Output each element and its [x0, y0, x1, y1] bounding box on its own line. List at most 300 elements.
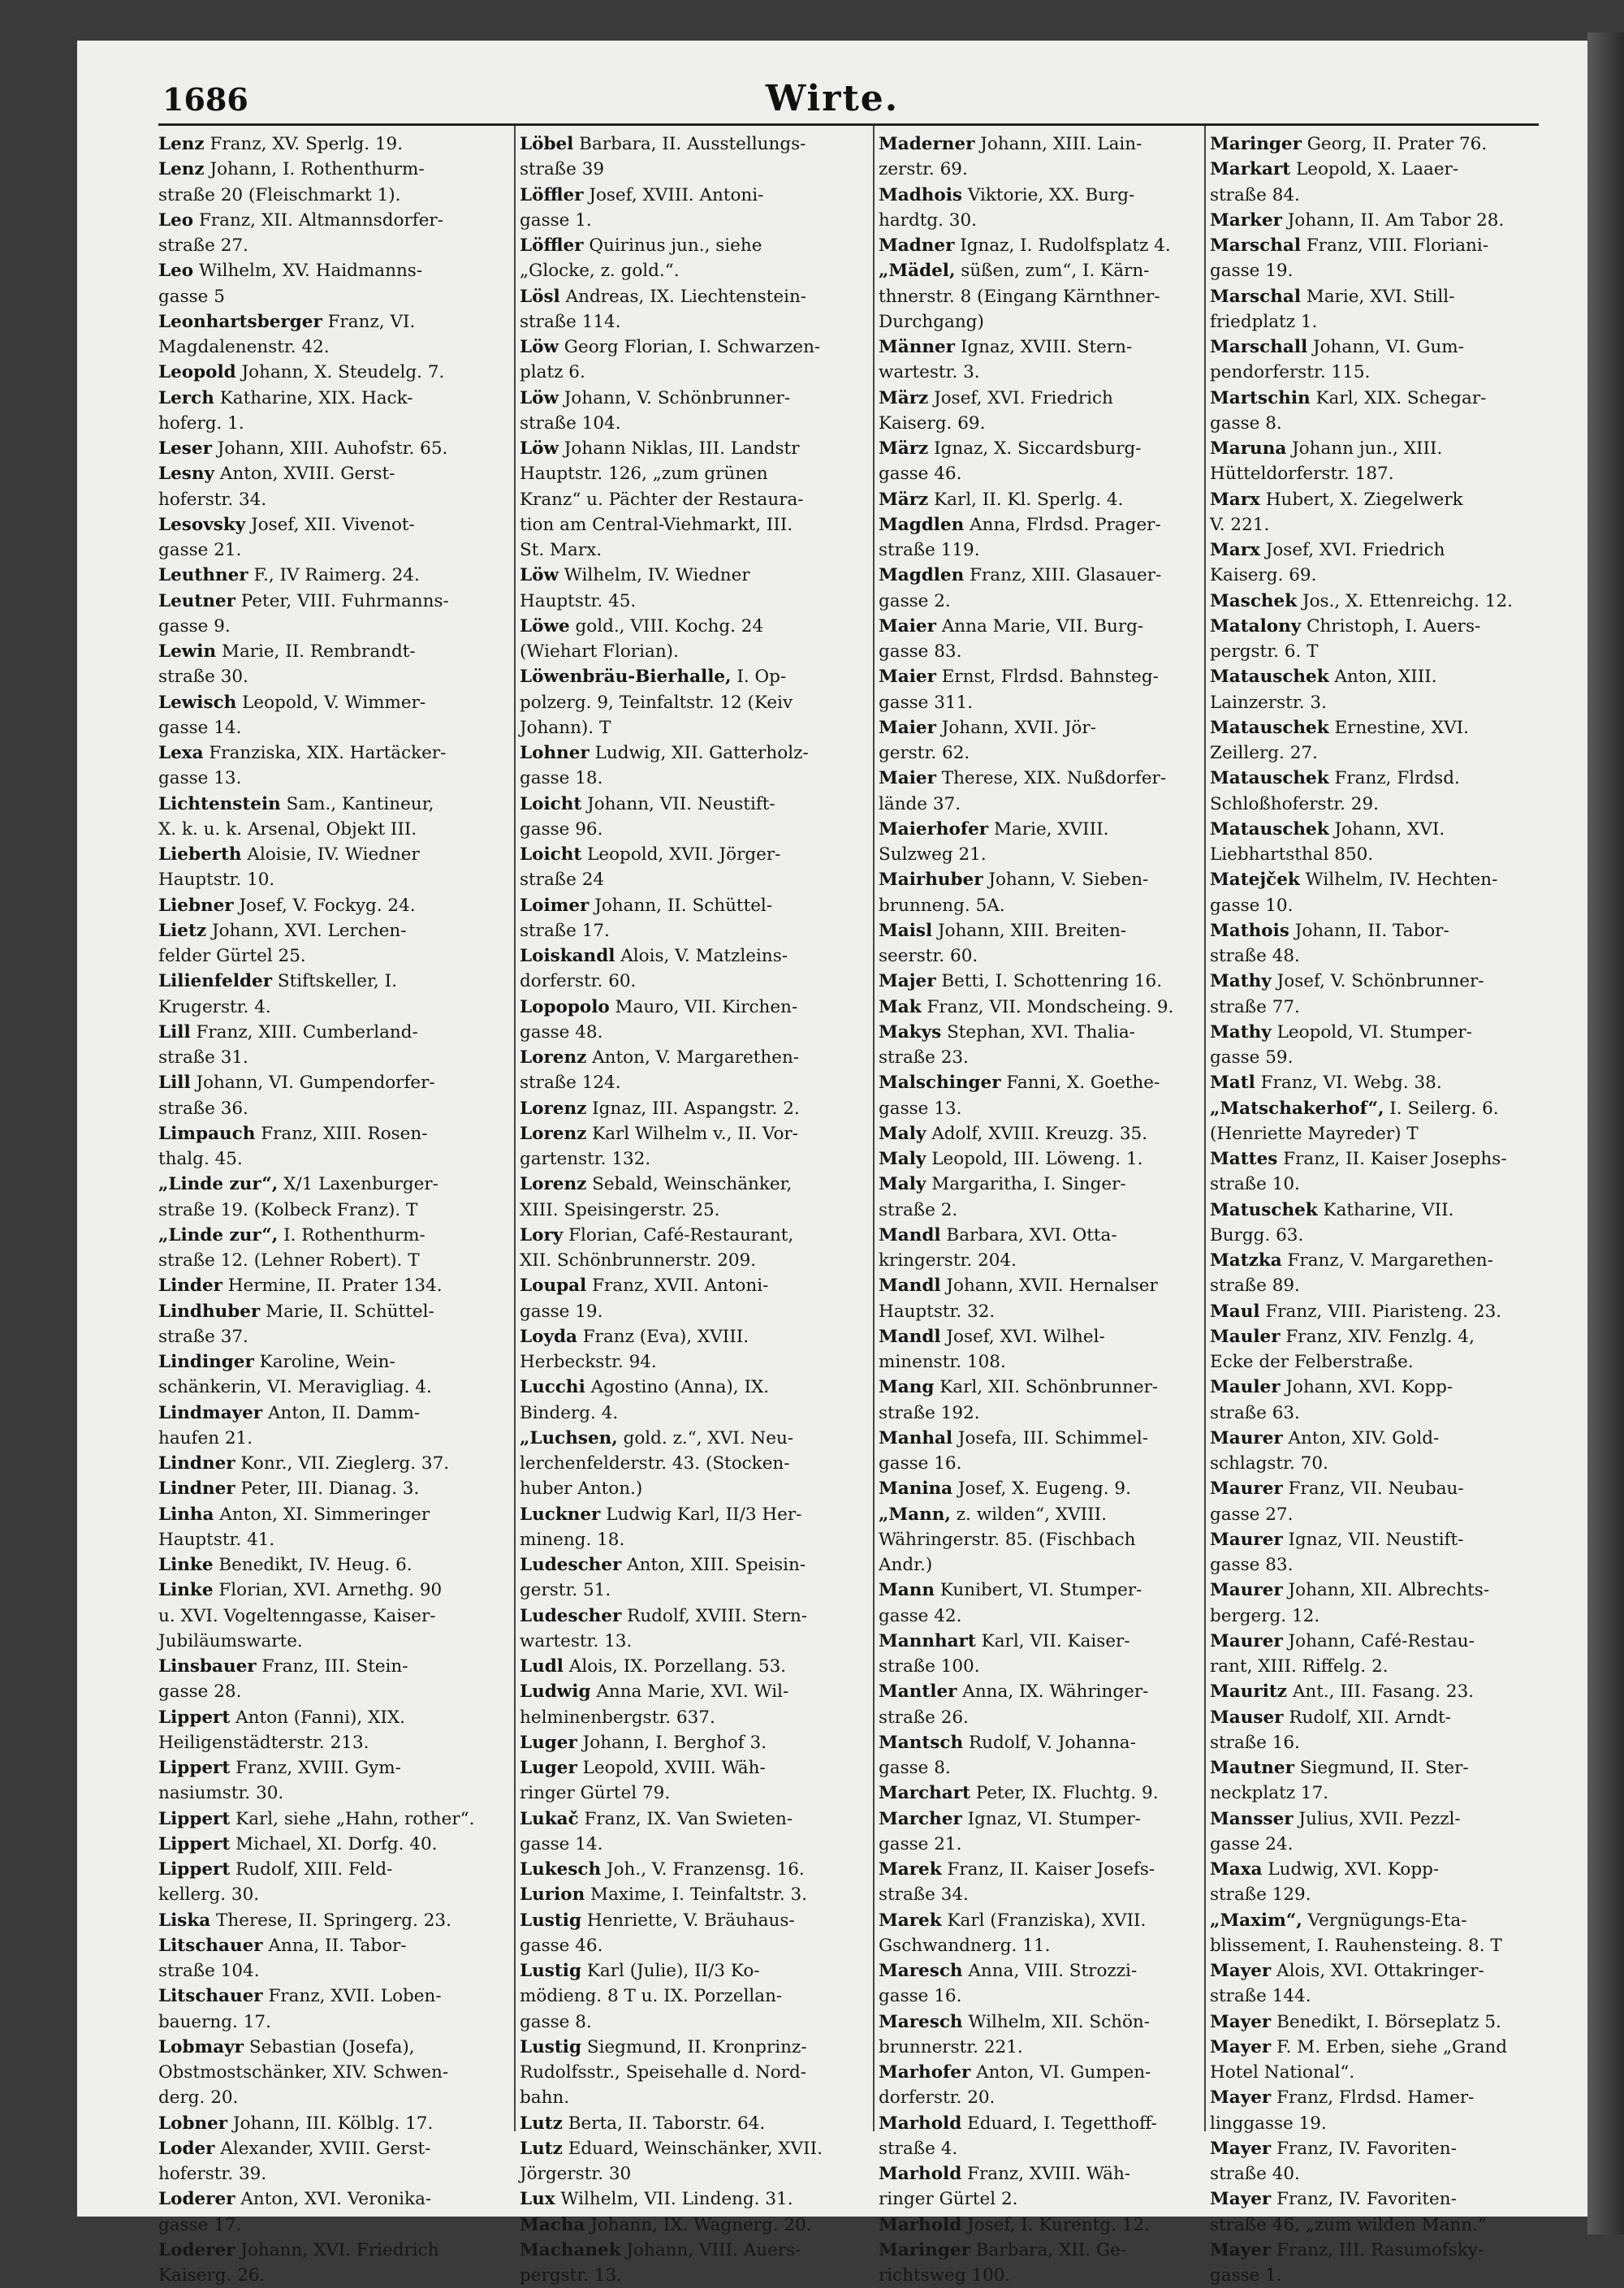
entry-details: Franz (Eva), XVIII.	[577, 1326, 749, 1347]
directory-entry	[520, 1096, 867, 1121]
entry-name: Löw	[520, 565, 559, 586]
entry-continuation: Hauptstr. 32.	[879, 1301, 996, 1322]
directory-column-2	[520, 132, 867, 2288]
entry-details: Josef, V. Fockyg. 24.	[233, 895, 416, 916]
entry-name: Lindhuber	[158, 1301, 261, 1322]
entry-name: Maruna	[1210, 438, 1287, 459]
directory-entry	[1210, 664, 1535, 715]
directory-entry	[520, 1882, 867, 1907]
directory-entry	[879, 258, 1199, 335]
directory-entry	[879, 183, 1199, 234]
column-divider	[514, 126, 516, 2131]
entry-continuation: Hauptstr. 41.	[158, 1529, 275, 1550]
entry-details: Johann, XVII. Hernalser	[940, 1276, 1158, 1297]
entry-name: Lopopolo	[520, 996, 610, 1017]
entry-continuation: ringer Gürtel 2.	[879, 2189, 1018, 2210]
entry-continuation: Hotel National“.	[1210, 2062, 1355, 2083]
entry-continuation: gasse 13.	[879, 1098, 962, 1119]
directory-entry	[1210, 1807, 1535, 1858]
entry-continuation: Johann). T	[520, 717, 611, 738]
entry-details: Karl, II. Kl. Sperlg. 4.	[928, 489, 1124, 510]
entry-name: März	[879, 489, 929, 510]
entry-name: Lesovsky	[158, 514, 246, 535]
entry-name: Löffler	[520, 235, 584, 256]
entry-name: Makys	[879, 1021, 942, 1043]
entry-name: Maxa	[1210, 1859, 1263, 1880]
entry-continuation: Hauptstr. 126, „zum grünen	[520, 464, 768, 485]
directory-entry	[158, 1807, 508, 1832]
directory-entry	[520, 1426, 867, 1502]
entry-name: „Matschakerhof“,	[1210, 1098, 1384, 1119]
directory-entry	[879, 614, 1199, 665]
entry-details: Johann, XIII. Auhofstr. 65.	[211, 438, 448, 459]
entry-continuation: gasse 46.	[520, 1935, 603, 1956]
entry-continuation: lände 37.	[879, 793, 961, 814]
entry-name: Linder	[158, 1276, 222, 1297]
entry-name: Marhold	[879, 2214, 962, 2235]
entry-continuation: gasse 21.	[879, 1833, 962, 1854]
entry-continuation: hardtg. 30.	[879, 209, 977, 231]
entry-continuation: gasse 19.	[1210, 261, 1294, 282]
entry-continuation: polzerg. 9, Teinfaltstr. 12 (Keiv	[520, 692, 793, 713]
entry-continuation: gasse 96.	[520, 818, 603, 840]
entry-name: Maul	[1210, 1301, 1260, 1322]
directory-entry	[1210, 918, 1535, 969]
directory-entry	[158, 1401, 508, 1452]
entry-continuation: XII. Schönbrunnerstr. 209.	[520, 1250, 757, 1271]
entry-name: Leonhartsberger	[158, 311, 322, 332]
entry-details: Anton, V. Margarethen-	[586, 1047, 800, 1068]
entry-name: Löw	[520, 337, 559, 357]
entry-details: Johann, V. Sieben-	[983, 870, 1149, 891]
directory-page	[77, 41, 1587, 2286]
entry-details: Johann, VIII. Auers-	[620, 2239, 801, 2260]
directory-entry	[158, 1451, 508, 1476]
directory-entry	[1210, 157, 1535, 208]
directory-entry	[879, 918, 1199, 969]
entry-details: Franz, XIII. Cumberland-	[190, 1021, 418, 1043]
entry-continuation: Kranz“ u. Pächter der Restaura-	[520, 489, 804, 510]
entry-continuation: nasiumstr. 30.	[158, 1783, 284, 1804]
entry-details: Quirinus jun., siehe	[583, 235, 762, 256]
directory-entry	[1210, 1248, 1535, 1299]
directory-entry	[879, 995, 1199, 1020]
entry-continuation: gasse 1.	[520, 209, 592, 231]
entry-continuation: felder Gürtel 25.	[158, 946, 306, 966]
directory-entry	[1210, 2238, 1535, 2288]
entry-name: Lorenz	[520, 1123, 587, 1144]
directory-entry	[158, 639, 508, 690]
entry-name: Löbel	[520, 134, 574, 154]
entry-continuation: Andr.)	[879, 1555, 933, 1575]
entry-name: Madhois	[879, 184, 963, 205]
directory-entry	[1210, 1476, 1535, 1527]
entry-name: Lory	[520, 1224, 564, 1245]
directory-entry	[1210, 1857, 1535, 1908]
entry-details: Adolf, XVIII. Kreuzg. 35.	[926, 1123, 1148, 1144]
entry-details: Georg Florian, I. Schwarzen-	[558, 337, 821, 357]
directory-entry	[520, 1502, 867, 1553]
directory-entry	[879, 436, 1199, 487]
entry-details: gold. z.“, XVI. Neu-	[617, 1427, 794, 1448]
entry-name: Mandl	[879, 1326, 941, 1347]
directory-entry	[158, 1121, 508, 1172]
entry-details: Franz, XV. Sperlg. 19.	[204, 134, 404, 154]
directory-entry	[879, 1172, 1199, 1223]
entry-details: Ernestine, XVI.	[1328, 717, 1469, 738]
entry-details: Karl Wilhelm v., II. Vor-	[586, 1123, 798, 1144]
entry-details: Anna, VIII. Strozzi-	[962, 1961, 1138, 1981]
entry-continuation: straße 119.	[879, 540, 980, 560]
directory-entry	[1210, 335, 1535, 386]
entry-name: Luger	[520, 1758, 577, 1778]
directory-entry	[1210, 2035, 1535, 2086]
entry-details: Alexander, XVIII. Gerst-	[214, 2138, 431, 2159]
entry-details: Johann, XVI.	[1328, 818, 1445, 840]
entry-continuation: gasse 13.	[158, 768, 242, 789]
entry-details: Aloisie, IV. Wiedner	[241, 844, 420, 865]
entry-continuation: gasse 1.	[1210, 2265, 1282, 2286]
entry-name: Luckner	[520, 1504, 601, 1525]
entry-details: Marie, II. Rembrandt-	[216, 641, 416, 662]
entry-details: Josef, XVI. Friedrich	[1259, 540, 1445, 560]
entry-continuation: straße 63.	[1210, 1402, 1300, 1423]
directory-entry	[158, 2238, 508, 2288]
entry-continuation: straße 27.	[158, 235, 248, 256]
entry-name: Maisl	[879, 920, 933, 941]
entry-continuation: gasse 28.	[158, 1681, 242, 1703]
entry-name: Linha	[158, 1504, 214, 1525]
entry-name: Mautner	[1210, 1758, 1294, 1778]
entry-details: Leopold, XVIII. Wäh-	[577, 1758, 766, 1778]
entry-details: Vergnügungs-Eta-	[1302, 1910, 1467, 1931]
entry-name: Liebner	[158, 895, 234, 916]
directory-entry	[520, 842, 867, 893]
entry-continuation: Kaiserg. 69.	[1210, 565, 1317, 586]
directory-entry	[879, 1223, 1199, 1274]
directory-entry	[520, 792, 867, 843]
directory-entry	[158, 2035, 508, 2111]
entry-continuation: gasse 10.	[1210, 895, 1294, 916]
entry-continuation: gasse 17.	[158, 2214, 242, 2235]
entry-details: Eduard, I. Tegetthoff-	[961, 2113, 1157, 2134]
entry-name: Marhold	[879, 2164, 962, 2184]
entry-continuation: bahn.	[520, 2087, 570, 2109]
directory-column-1	[158, 132, 508, 2288]
directory-entry	[879, 1679, 1199, 1730]
entry-details: Margaritha, I. Singer-	[926, 1174, 1126, 1195]
entry-details: Georg, II. Prater 76.	[1301, 134, 1488, 154]
directory-entry	[1210, 817, 1535, 868]
entry-continuation: lerchenfelderstr. 43. (Stocken-	[520, 1453, 790, 1474]
directory-entry	[879, 1070, 1199, 1121]
entry-name: Maly	[879, 1174, 926, 1195]
directory-entry	[520, 1679, 867, 1730]
directory-entry	[879, 1807, 1199, 1858]
entry-details: Therese, II. Springerg. 23.	[210, 1910, 451, 1931]
entry-continuation: bauerng. 17.	[158, 2011, 271, 2032]
entry-details: Franz, XVIII. Gym-	[230, 1758, 401, 1778]
entry-details: Franz, XIII. Glasauer-	[964, 565, 1162, 586]
directory-entry	[879, 867, 1199, 918]
directory-entry	[1210, 867, 1535, 918]
entry-continuation: gasse 14.	[520, 1833, 603, 1854]
entry-name: Lindinger	[158, 1352, 254, 1372]
entry-continuation: Hütteldorferstr. 187.	[1210, 464, 1394, 485]
entry-name: Mannhart	[879, 1630, 976, 1651]
entry-name: Martschin	[1210, 387, 1311, 408]
directory-entry	[520, 1604, 867, 1655]
entry-details: Franz, III. Rasumofsky-	[1271, 2239, 1484, 2260]
entry-continuation: straße 89.	[1210, 1276, 1300, 1297]
directory-entry	[520, 1730, 867, 1755]
directory-entry	[520, 740, 867, 792]
directory-entry	[879, 1375, 1199, 1426]
entry-name: Machanek	[520, 2239, 621, 2260]
directory-entry	[879, 2060, 1199, 2111]
entry-name: Marschall	[1210, 337, 1308, 357]
entry-details: Franz, VII. Neubau-	[1282, 1479, 1464, 1500]
entry-name: Leo	[158, 261, 194, 282]
entry-name: Maurer	[1210, 1427, 1283, 1448]
entry-details: Franz, II. Kaiser Josefs-	[941, 1859, 1155, 1880]
entry-name: Leopold	[158, 362, 236, 383]
directory-entry	[879, 715, 1199, 766]
entry-details: Karl, VII. Kaiser-	[975, 1630, 1130, 1651]
directory-entry	[1210, 1096, 1535, 1147]
entry-continuation: Magdalenenstr. 42.	[158, 337, 330, 357]
entry-details: Johann, XII. Albrechts-	[1282, 1580, 1490, 1601]
entry-name: Maresch	[879, 1961, 963, 1981]
directory-entry	[1210, 614, 1535, 665]
entry-continuation: gartenstr. 132.	[520, 1149, 651, 1169]
entry-details: Marie, II. Schüttel-	[260, 1301, 434, 1322]
entry-name: Maier	[879, 768, 936, 789]
directory-entry	[158, 258, 508, 309]
directory-entry	[520, 1552, 867, 1604]
directory-entry	[879, 1908, 1199, 1959]
entry-continuation: straße 17.	[520, 920, 610, 941]
directory-entry	[879, 1426, 1199, 1477]
entry-name: Lexa	[158, 743, 204, 763]
entry-name: Marhold	[879, 2113, 962, 2134]
directory-entry	[879, 563, 1199, 614]
entry-details: Anton, II. Damm-	[262, 1402, 421, 1423]
directory-entry	[1210, 1020, 1535, 1071]
entry-details: Josef, XVIII. Antoni-	[583, 184, 764, 205]
entry-name: Marschal	[1210, 235, 1301, 256]
entry-name: Marx	[1210, 540, 1260, 560]
entry-name: Maierhofer	[879, 818, 989, 840]
directory-entry	[158, 1552, 508, 1578]
directory-entry	[158, 1578, 508, 1654]
entry-continuation: gasse 8.	[879, 1758, 951, 1778]
entry-details: Ant., III. Fasang. 23.	[1287, 1681, 1475, 1703]
entry-details: Rudolf, XII. Arndt-	[1283, 1707, 1452, 1728]
entry-name: „Maxim“,	[1210, 1910, 1302, 1931]
entry-continuation: gasse 42.	[879, 1605, 962, 1626]
entry-continuation: straße 40.	[1210, 2164, 1300, 2184]
entry-name: Matuschek	[1210, 1199, 1318, 1220]
entry-name: Matauschek	[1210, 768, 1329, 789]
directory-entry	[520, 1375, 867, 1426]
entry-name: Litschauer	[158, 1986, 263, 2007]
directory-entry	[158, 563, 508, 588]
entry-continuation: XIII. Speisingerstr. 25.	[520, 1199, 720, 1220]
entry-continuation: gasse 27.	[1210, 1504, 1294, 1525]
entry-details: Franz, XIII. Rosen-	[255, 1123, 428, 1144]
entry-details: Franz, VI. Webg. 38.	[1255, 1073, 1442, 1094]
directory-entry	[879, 817, 1199, 868]
directory-entry	[158, 1984, 508, 2035]
entry-continuation: straße 144.	[1210, 1986, 1311, 2007]
entry-details: Kunibert, VI. Stumper-	[935, 1580, 1142, 1601]
entry-name: Matauschek	[1210, 717, 1329, 738]
entry-details: F. M. Erben, siehe „Grand	[1271, 2036, 1508, 2057]
entry-name: Lustig	[520, 1961, 581, 1981]
entry-name: Marcher	[879, 1808, 962, 1829]
entry-name: Lewisch	[158, 692, 237, 713]
column-divider	[873, 126, 875, 2131]
entry-name: Marx	[1210, 489, 1260, 510]
directory-entry	[1210, 436, 1535, 487]
entry-name: Marchart	[879, 1783, 970, 1804]
entry-details: Johann Niklas, III. Landstr	[558, 438, 800, 459]
directory-entry	[1210, 589, 1535, 614]
entry-details: Josef, XVI. Wilhel-	[940, 1326, 1105, 1347]
directory-entry	[158, 893, 508, 918]
entry-name: Matzka	[1210, 1250, 1282, 1271]
entry-name: „Luchsen,	[520, 1427, 618, 1448]
entry-name: Marek	[879, 1859, 942, 1880]
directory-entry	[1210, 1198, 1535, 1249]
entry-name: Manina	[879, 1479, 953, 1500]
entry-name: Linke	[158, 1580, 214, 1601]
entry-name: Mathois	[1210, 920, 1289, 941]
directory-entry	[520, 436, 867, 563]
entry-name: Madner	[879, 235, 955, 256]
entry-details: Anton, XVI. Veronika-	[235, 2189, 432, 2210]
entry-details: Franz, III. Stein-	[256, 1656, 408, 1677]
directory-entry	[520, 1121, 867, 1172]
entry-name: Mayer	[1210, 2011, 1272, 2032]
entry-continuation: Hauptstr. 10.	[158, 870, 275, 891]
entry-continuation: St. Marx.	[520, 540, 603, 560]
directory-entry	[879, 1857, 1199, 1908]
entry-details: Johann, XVI. Friedrich	[235, 2239, 439, 2260]
directory-entry	[520, 1273, 867, 1324]
entry-details: Mauro, VII. Kirchen-	[609, 996, 798, 1017]
entry-continuation: Heiligenstädterstr. 213.	[158, 1732, 369, 1753]
entry-details: Anton, XIII.	[1328, 667, 1437, 688]
entry-continuation: gasse 2.	[879, 590, 951, 611]
entry-details: Sebald, Weinschänker,	[586, 1174, 793, 1195]
directory-entry	[158, 1908, 508, 1933]
entry-details: Ernst, Flrdsd. Bahnsteg-	[935, 667, 1159, 688]
entry-name: Mak	[879, 996, 922, 1017]
entry-continuation: „Glocke, z. gold.“.	[520, 261, 680, 282]
directory-entry	[520, 2238, 867, 2288]
directory-entry	[158, 461, 508, 512]
entry-continuation: straße 20 (Fleischmarkt 1).	[158, 184, 401, 205]
entry-name: Ludl	[520, 1656, 564, 1677]
directory-entry	[879, 1629, 1199, 1680]
directory-entry	[158, 918, 508, 969]
directory-entry	[158, 1273, 508, 1298]
entry-details: Peter, III. Dianag. 3.	[235, 1479, 420, 1500]
entry-name: Maurer	[1210, 1529, 1283, 1550]
entry-name: Leuthner	[158, 565, 248, 586]
directory-entry	[158, 1070, 508, 1121]
entry-name: Mandl	[879, 1224, 941, 1245]
directory-entry	[158, 589, 508, 640]
directory-entry	[1210, 1299, 1535, 1324]
entry-name: Männer	[879, 337, 955, 357]
directory-entry	[879, 487, 1199, 512]
directory-entry	[1210, 386, 1535, 437]
entry-continuation: minenstr. 108.	[879, 1352, 1006, 1372]
directory-entry	[158, 792, 508, 843]
entry-name: Ludescher	[520, 1605, 622, 1626]
entry-name: Loicht	[520, 793, 582, 814]
entry-details: Franz, IV. Favoriten-	[1271, 2189, 1457, 2210]
entry-continuation: friedplatz 1.	[1210, 311, 1318, 332]
directory-entry	[158, 1755, 508, 1807]
entry-name: Lindner	[158, 1453, 235, 1474]
entry-name: Lindner	[158, 1479, 235, 1500]
entry-details: Franz, XII. Altmannsdorfer-	[193, 209, 443, 231]
entry-name: Maier	[879, 717, 936, 738]
entry-name: Mang	[879, 1377, 935, 1398]
entry-continuation: thalg. 45.	[158, 1149, 243, 1169]
entry-details: Johann, I. Berghof 3.	[577, 1732, 767, 1753]
entry-name: Mauritz	[1210, 1681, 1287, 1703]
entry-name: Mathy	[1210, 1021, 1272, 1043]
directory-entry	[520, 1857, 867, 1882]
entry-continuation: gasse 311.	[879, 692, 974, 713]
entry-continuation: Zeillerg. 27.	[1210, 743, 1318, 763]
entry-continuation: brunnerstr. 221.	[879, 2036, 1023, 2057]
entry-name: Lill	[158, 1073, 191, 1094]
directory-entry	[879, 1146, 1199, 1172]
entry-details: Anton (Fanni), XIX.	[230, 1707, 406, 1728]
entry-name: Ludescher	[520, 1555, 622, 1575]
entry-name: Loupal	[520, 1276, 587, 1297]
entry-details: Maxime, I. Teinfaltstr. 3.	[585, 1884, 808, 1906]
entry-name: Majer	[879, 971, 936, 992]
entry-details: süßen, zum“, I. Kärn-	[955, 261, 1150, 282]
entry-name: Leo	[158, 209, 194, 231]
entry-name: Loderer	[158, 2239, 235, 2260]
directory-entry	[520, 1908, 867, 1959]
entry-details: Leopold, VI. Stumper-	[1271, 1021, 1472, 1043]
directory-entry	[1210, 1679, 1535, 1704]
entry-name: Mantsch	[879, 1732, 964, 1753]
entry-continuation: gasse 16.	[879, 1453, 962, 1474]
entry-continuation: straße 37.	[158, 1326, 248, 1347]
entry-name: Lippert	[158, 1758, 231, 1778]
entry-details: Josef, X. Eugeng. 9.	[952, 1479, 1131, 1500]
entry-details: Therese, XIX. Nußdorfer-	[935, 768, 1167, 789]
entry-details: Stiftskeller, I.	[272, 971, 397, 992]
entry-name: Lieberth	[158, 844, 242, 865]
entry-details: Johann, XVII. Jör-	[935, 717, 1096, 738]
entry-name: Matejček	[1210, 870, 1300, 891]
directory-entry	[520, 614, 867, 665]
entry-continuation: wartestr. 3.	[879, 362, 980, 383]
entry-name: Maurer	[1210, 1630, 1283, 1651]
entry-name: Löw	[520, 387, 559, 408]
